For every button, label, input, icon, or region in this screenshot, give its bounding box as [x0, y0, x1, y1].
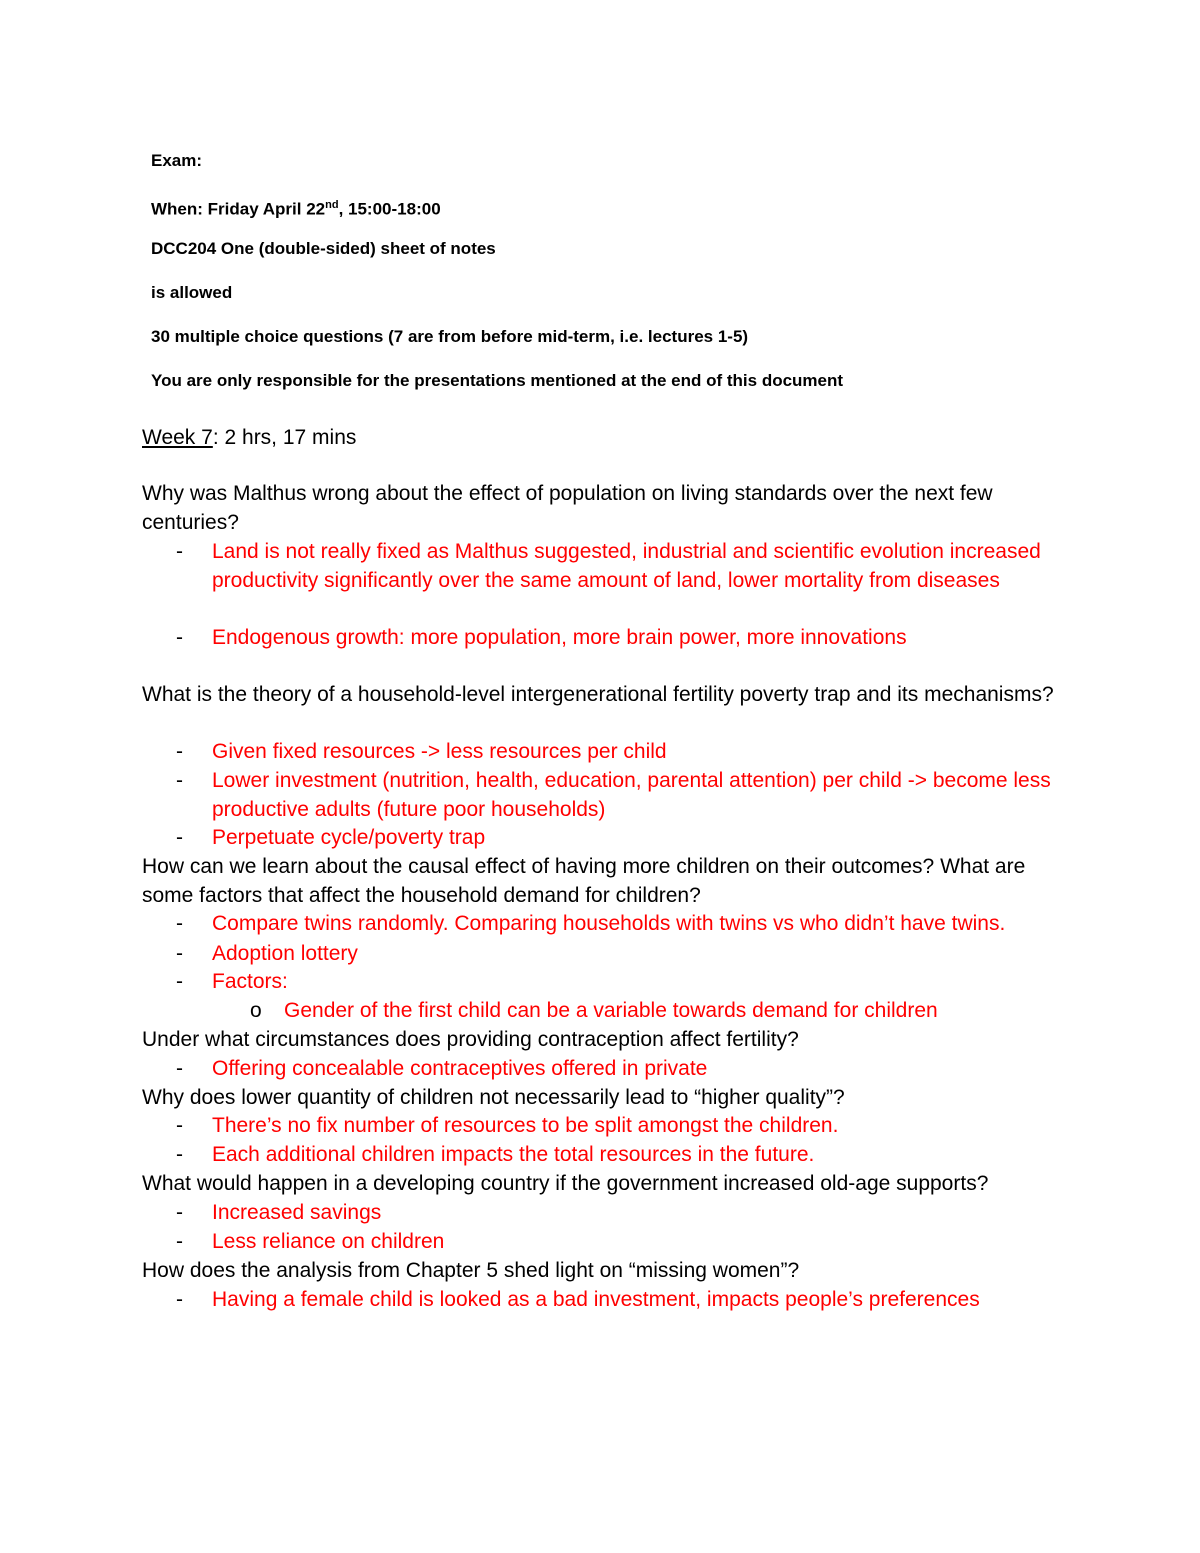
- answer-text: Adoption lottery: [212, 942, 358, 965]
- question-4: Under what circumstances does providing contraception affect fertility?: [142, 1028, 799, 1051]
- answer-2-3: [172, 824, 1062, 853]
- answer-text: Gender of the first child can be a variable towards demand for children: [284, 999, 938, 1022]
- exam-when: [151, 194, 441, 221]
- week-duration: : 2 hrs, 17 mins: [212, 426, 357, 449]
- week-label: Week 7: [142, 426, 213, 449]
- answer-text: There’s no fix number of resources to be split amongst the children.: [212, 1114, 839, 1137]
- question-3: How can we learn about the causal effect of having more children on their outcomes? What are some factors that affect the household demand for children?: [142, 855, 1026, 907]
- bullet-dash: -: [176, 1288, 183, 1311]
- answer-text: Less reliance on children: [212, 1230, 445, 1253]
- exam-allowed-line: is allowed: [151, 283, 233, 302]
- answer-text: Land is not really fixed as Malthus suggested, industrial and scientific evolution increased productivity significantly over the same amount of land, lower mortality from diseases: [212, 540, 1041, 592]
- bullet-dash: -: [176, 540, 183, 563]
- exam-when-time: , 15:00-18:00: [338, 199, 441, 219]
- answer-text: Given fixed resources -> less resources per child: [212, 740, 667, 763]
- bullet-dash: -: [176, 912, 183, 935]
- question-5: Why does lower quantity of children not necessarily lead to “higher quality”?: [142, 1086, 845, 1109]
- sub-answer-3-1: [248, 997, 1068, 1026]
- answer-text: Offering concealable contraceptives offered in private: [212, 1057, 708, 1080]
- bullet-dash: -: [176, 970, 183, 993]
- answer-3-1: [172, 910, 1062, 939]
- bullet-dash: -: [176, 1201, 183, 1224]
- bullet-dash: -: [176, 740, 183, 763]
- exam-notes-line: DCC204 One (double-sided) sheet of notes: [151, 239, 496, 258]
- exam-when-sup: nd: [325, 199, 339, 211]
- answer-2-2: [172, 767, 1062, 824]
- answer-6-2: [172, 1228, 1062, 1257]
- question-7: How does the analysis from Chapter 5 shed light on “missing women”?: [142, 1259, 800, 1282]
- answer-4-1: [172, 1055, 1062, 1084]
- bullet-dash: -: [176, 1057, 183, 1080]
- answer-3-2: [172, 940, 1062, 969]
- answer-6-1: [172, 1199, 1062, 1228]
- answer-text: Factors:: [212, 970, 288, 993]
- answer-2-1: [172, 738, 1062, 767]
- exam-mcq-line: 30 multiple choice questions (7 are from before mid-term, i.e. lectures 1-5): [151, 327, 749, 346]
- exam-when-date: When: Friday April 22: [151, 199, 326, 219]
- bullet-dash: -: [176, 942, 183, 965]
- answer-text: Each additional children impacts the total resources in the future.: [212, 1143, 815, 1166]
- week-title: [142, 425, 356, 451]
- answer-1-2: [172, 624, 1062, 653]
- bullet-dash: -: [176, 1114, 183, 1137]
- answer-5-2: [172, 1141, 1062, 1170]
- answer-text: Increased savings: [212, 1201, 382, 1224]
- question-6: What would happen in a developing country if the government increased old-age supports?: [142, 1172, 989, 1195]
- answer-text: Compare twins randomly. Comparing households with twins vs who didn’t have twins.: [212, 912, 1006, 935]
- answer-text: Having a female child is looked as a bad investment, impacts people’s preferences: [212, 1288, 980, 1311]
- sub-bullet-marker: o: [250, 999, 262, 1022]
- bullet-dash: -: [176, 1230, 183, 1253]
- question-2: What is the theory of a household-level intergenerational fertility poverty trap and its mechanisms?: [142, 683, 1054, 706]
- question-1: Why was Malthus wrong about the effect of population on living standards over the next few centuries?: [142, 482, 993, 534]
- exam-responsible-line: You are only responsible for the presentations mentioned at the end of this document: [151, 371, 844, 390]
- bullet-dash: -: [176, 826, 183, 849]
- answer-1-1: [172, 538, 1062, 595]
- answer-text: Perpetuate cycle/poverty trap: [212, 826, 486, 849]
- answer-3-3: [172, 968, 1062, 997]
- answer-5-1: [172, 1112, 1062, 1141]
- answer-text: Endogenous growth: more population, more brain power, more innovations: [212, 626, 907, 649]
- answer-7-1: [172, 1286, 1062, 1315]
- answer-text: Lower investment (nutrition, health, education, parental attention) per child -> become less productive adults (future poor households): [212, 769, 1051, 821]
- exam-label: Exam:: [151, 151, 203, 170]
- bullet-dash: -: [176, 1143, 183, 1166]
- bullet-dash: -: [176, 769, 183, 792]
- bullet-dash: -: [176, 626, 183, 649]
